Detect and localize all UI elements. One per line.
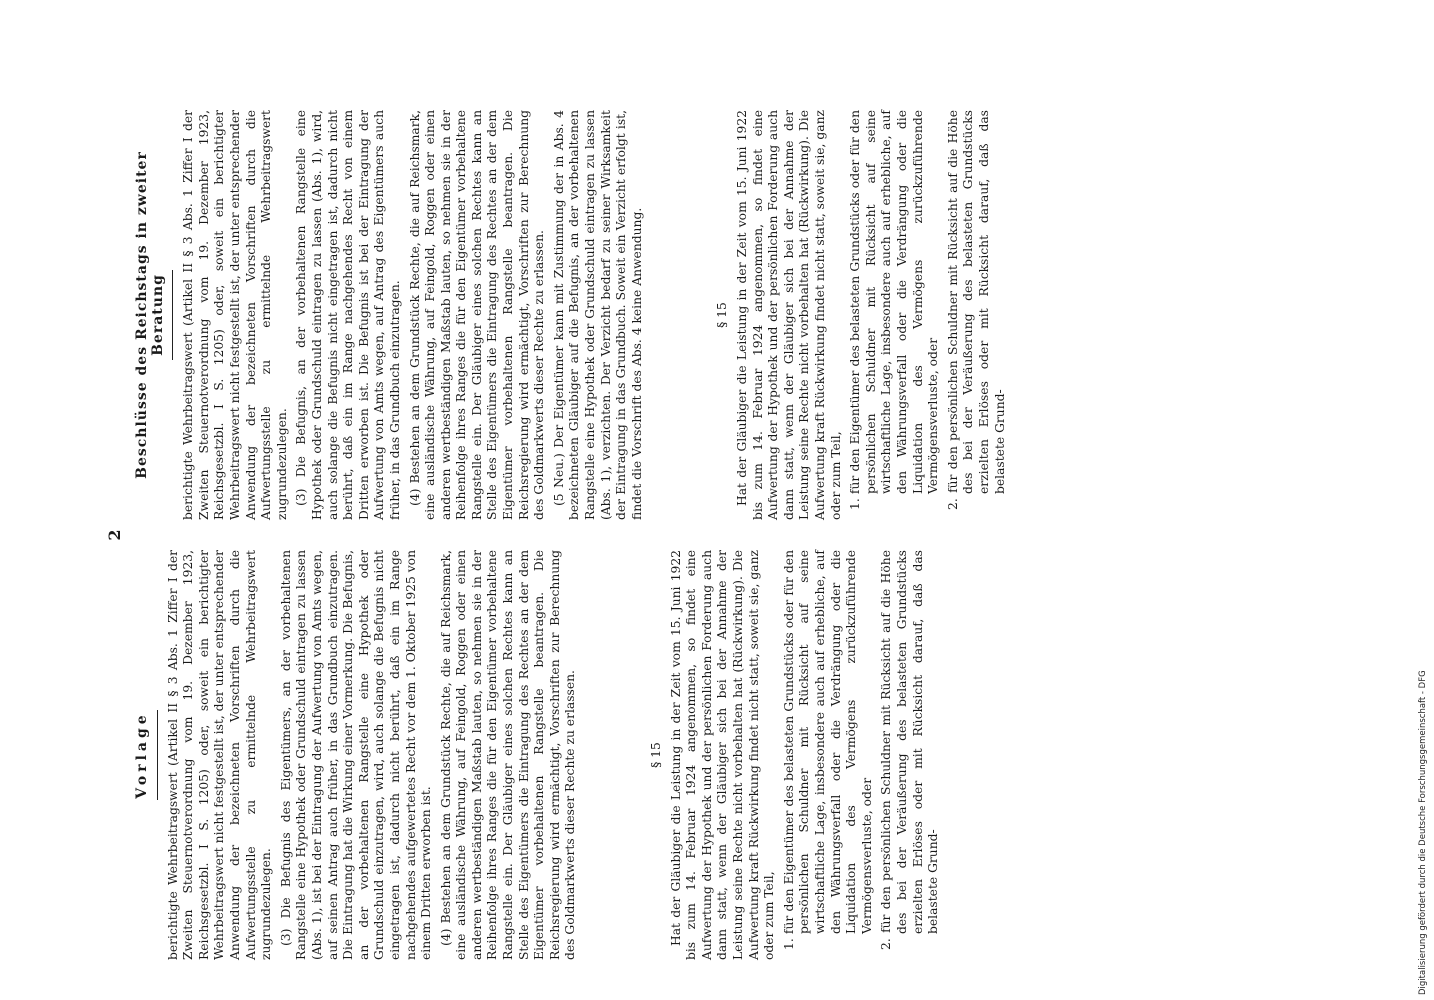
page-number: 2 xyxy=(105,529,124,541)
item-text: für den Eigentümer des belasteten Grundstücks oder für den persönlichen Schuldner mit Rücksicht auf seine wirtschaftliche Lage, insbesondere auch auf erhebliche, auf den Währungsverfall oder die Verdrängung oder die Liquidation des Vermögens zurückzuführende Vermögensverluste, oder xyxy=(781,550,874,935)
rotated-document-page xyxy=(95,110,1395,960)
title-rule xyxy=(172,270,173,360)
paragraph: berichtigte Wehrbeitragswert (Artikel II § 3 Abs. 1 Ziffer I der Zweiten Steuernotverordnung vom 19. Dezember 1923, Reichsgesetzbl. I S. 1205) oder, soweit ein berichtigter Wehrbeitragswert nicht festgestellt ist, der unter entsprechender Anwendung der bezeichneten Vorschriften durch die Aufwertungsstelle zu ermittelnde Wehrbeitragswert zugrundezulegen. xyxy=(181,110,289,520)
list-item xyxy=(782,550,876,960)
paragraph-4: (4) Bestehen an dem Grundstück Rechte, die auf Reichsmark, eine ausländische Währung, auf Feingold, Roggen oder einen anderen wertbeständigen Maßstab lauten, so nehmen sie in der Reihenfolge ihres Ranges die für den Eigentümer vorbehaltene Rangstelle ein. Der Gläubiger eines solchen Rechtes kann an Stelle des Eigentümers die Eintragung des Rechtes an der dem Eigentümer vorbehaltenen Rangstelle beantragen. Die Reichsregierung wird ermächtigt, Vorschriften zur Berechnung des Goldmarkwerts dieser Rechte zu erlassen. xyxy=(407,110,547,520)
item-number: 1. xyxy=(781,938,796,950)
section-heading: § 15 xyxy=(649,742,664,768)
paragraph-15: Hat der Gläubiger die Leistung in der Zeit vom 15. Juni 1922 bis zum 14. Februar 1924 angenommen, so findet eine Aufwertung der Hypothek und der persönlichen Forderung auch dann statt, wenn der Gläubiger sich bei der Annahme der Leistung seine Rechte nicht vorbehalten hat (Rückwirkung). Die Aufwertung kraft Rückwirkung findet nicht statt, soweit sie, ganz oder zum Teil, xyxy=(668,550,777,960)
title-rule xyxy=(157,710,158,800)
list-item xyxy=(946,110,1008,520)
item-number: 2. xyxy=(879,938,894,950)
column-title-beschluesse: Beschlüsse des Reichstags in zweiter Beratung xyxy=(134,151,166,479)
digitization-credit: Digitalisierung gefördert durch die Deutsche Forschungsgemeinschaft - DFG xyxy=(1418,670,1428,995)
paragraph-3: (3) Die Befugnis des Eigentümers, an der vorbehaltenen Rangstelle eine Hypothek oder Grundschuld eintragen zu lassen (Abs. 1), ist bei der Eintragung der Aufwertung von Amts wegen, auf seinen Antrag auch früher, in das Grundbuch einzutragen. Die Eintragung hat die Wirkung einer Vormerkung. Die Befugnis, an der vorbehaltenen Rangstelle eine Hypothek oder Grundschuld einzutragen, wird, auch solange die Befugnis nicht eingetragen ist, dadurch nicht berührt, daß ein im Range nachgehendes aufgewertetes Recht vor dem 1. Oktober 1925 von einem Dritten erworben ist. xyxy=(278,550,434,960)
list-item xyxy=(879,550,941,960)
column-title-vorlage: Vorlage xyxy=(134,711,150,799)
item-text: für den Eigentümer des belasteten Grundstücks oder für den persönlichen Schuldner mit Rücksicht auf seine wirtschaftliche Lage, insbesondere auch auf erhebliche, auf den Währungsverfall oder die Verdrängung oder die Liquidation des Vermögens zurückzuführende Vermögensverluste, oder xyxy=(848,110,941,495)
column-vorlage xyxy=(135,550,946,960)
paragraph: berichtigte Wehrbeitragswert (Artikel II § 3 Abs. 1 Ziffer I der Zweiten Steuernotverordnung vom 19. Dezember 1923, Reichsgesetzbl. I S. 1205) oder, soweit ein berichtigter Wehrbeitragswert nicht festgestellt ist, der unter entsprechender Anwendung der bezeichneten Vorschriften durch die Aufwertungsstelle zu ermittelnde Wehrbeitragswert zugrundezulegen. xyxy=(165,550,274,960)
column-beschluesse xyxy=(135,110,1012,520)
item-text: für den persönlichen Schuldner mit Rücksicht auf die Höhe des bei der Veräußerung des belasteten Grundstücks erzielten Erlöses oder mit Rücksicht darauf, daß das belastete Grund- xyxy=(945,110,1007,494)
item-text: für den persönlichen Schuldner mit Rücksicht auf die Höhe des bei der Veräußerung des belasteten Grundstücks erzielten Erlöses oder mit Rücksicht darauf, daß das belastete Grund- xyxy=(879,550,941,934)
item-number: 2. xyxy=(945,498,960,510)
paragraph-15: Hat der Gläubiger die Leistung in der Zeit vom 15. Juni 1922 bis zum 14. Februar 1924 angenommen, so findet eine Aufwertung der Hypothek und der persönlichen Forderung auch dann statt, wenn der Gläubiger sich bei der Annahme der Leistung seine Rechte nicht vorbehalten hat (Rückwirkung). Die Aufwertung kraft Rückwirkung findet nicht statt, soweit sie, ganz oder zum Teil, xyxy=(735,110,843,520)
item-number: 1. xyxy=(848,498,863,510)
paragraph-3: (3) Die Befugnis, an der vorbehaltenen Rangstelle eine Hypothek oder Grundschuld eintragen zu lassen (Abs. 1), wird, auch solange die Befugnis nicht eingetragen ist, dadurch nicht berührt, daß ein im Range nachgehendes Recht von einem Dritten erworben ist. Die Befugnis ist bei der Eintragung der Aufwertung von Amts wegen, auf Antrag des Eigentümers auch früher, in das Grundbuch einzutragen. xyxy=(294,110,402,520)
list-item xyxy=(848,110,942,520)
paragraph-4: (4) Bestehen an dem Grundstück Rechte, die auf Reichsmark, eine ausländische Währung, auf Feingold, Roggen oder einen anderen wertbeständigen Maßstab lauten, so nehmen sie in der Reihenfolge ihres Ranges die für den Eigentümer vorbehaltene Rangstelle ein. Der Gläubiger eines solchen Rechtes kann an Stelle des Eigentümers die Eintragung des Rechtes an der dem Eigentümer vorbehaltenen Rangstelle beantragen. Die Reichsregierung wird ermächtigt, Vorschriften zur Berechnung des Goldmarkwerts dieser Rechte zu erlassen. xyxy=(438,550,578,960)
section-heading: § 15 xyxy=(715,302,730,328)
paragraph-5-neu: (5 Neu.) Der Eigentümer kann mit Zustimmung der in Abs. 4 bezeichneten Gläubiger auf die Befugnis, an der vorbehaltenen Rangstelle eine Hypothek oder Grundschuld eintragen zu lassen (Abs. 1), verzichten. Der Verzicht bedarf zu seiner Wirksamkeit der Eintragung in das Grundbuch. Soweit ein Verzicht erfolgt ist, findet die Vorschrift des Abs. 4 keine Anwendung. xyxy=(551,110,644,520)
